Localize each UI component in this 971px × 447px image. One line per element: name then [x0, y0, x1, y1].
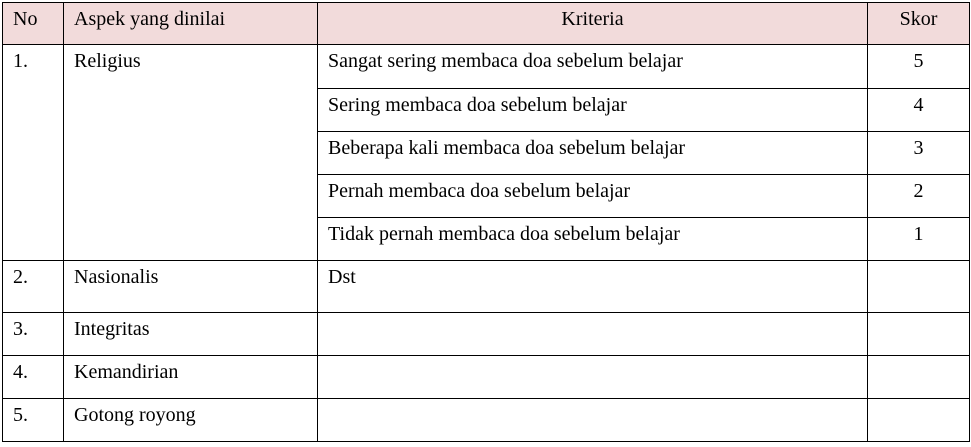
aspect-name: Religius [64, 45, 318, 261]
table-row [3, 261, 970, 313]
row-number: 5. [3, 399, 64, 442]
score-value [868, 261, 970, 313]
score-value [868, 399, 970, 442]
score-value: 4 [868, 89, 970, 132]
table-row [3, 356, 970, 399]
criteria-text: Dst [318, 261, 868, 313]
table-row [3, 313, 970, 356]
aspect-name: Kemandirian [64, 356, 318, 399]
score-value: 3 [868, 132, 970, 175]
criteria-text: Pernah membaca doa sebelum belajar [318, 175, 868, 218]
score-value: 2 [868, 175, 970, 218]
table-header [3, 3, 970, 45]
criteria-text [318, 313, 868, 356]
header-kriteria: Kriteria [318, 3, 868, 45]
rubric-table [2, 2, 970, 442]
aspect-name: Nasionalis [64, 261, 318, 313]
row-number: 3. [3, 313, 64, 356]
header-aspek: Aspek yang dinilai [64, 3, 318, 45]
header-no: No [3, 3, 64, 45]
aspect-name: Integritas [64, 313, 318, 356]
criteria-text [318, 399, 868, 442]
aspect-name: Gotong royong [64, 399, 318, 442]
score-value [868, 356, 970, 399]
header-skor: Skor [868, 3, 970, 45]
table-row [3, 399, 970, 442]
table-body [3, 45, 970, 442]
criteria-text: Sering membaca doa sebelum belajar [318, 89, 868, 132]
score-value: 5 [868, 45, 970, 89]
row-number: 1. [3, 45, 64, 261]
criteria-text: Beberapa kali membaca doa sebelum belajar [318, 132, 868, 175]
criteria-text: Tidak pernah membaca doa sebelum belajar [318, 218, 868, 261]
score-value: 1 [868, 218, 970, 261]
row-number: 2. [3, 261, 64, 313]
table-row [3, 45, 970, 89]
criteria-text [318, 356, 868, 399]
header-row [3, 3, 970, 45]
row-number: 4. [3, 356, 64, 399]
criteria-text: Sangat sering membaca doa sebelum belajar [318, 45, 868, 89]
score-value [868, 313, 970, 356]
